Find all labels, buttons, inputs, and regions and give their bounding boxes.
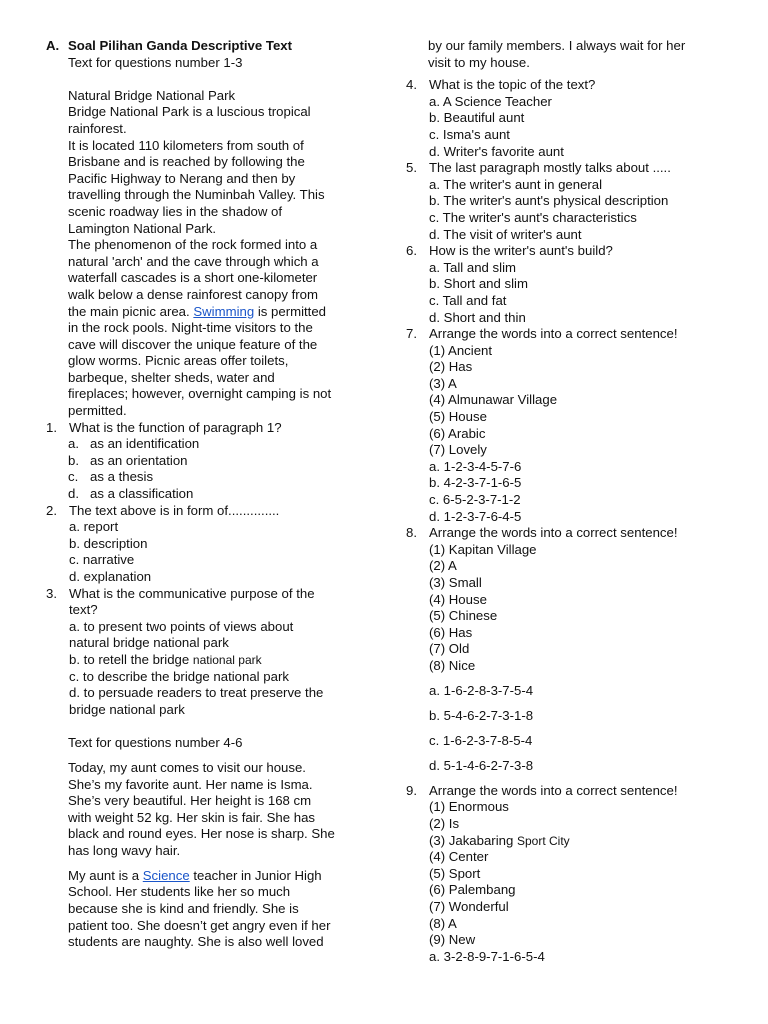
option: b. description <box>69 535 148 551</box>
question-7: 7. Arrange the words into a correct sentence! <box>406 326 678 342</box>
option: c. 6-5-2-3-7-1-2 <box>429 492 521 508</box>
text-line: My aunt is a Science teacher in Junior High <box>68 867 322 883</box>
text-line: has long wavy hair. <box>68 842 181 858</box>
option: c. 1-6-2-3-7-8-5-4 <box>429 732 533 748</box>
option: c. Tall and fat <box>429 292 507 308</box>
text-line: natural 'arch' and the cave through which a <box>68 253 319 269</box>
question-6: 6. How is the writer's aunt's build? <box>406 243 613 259</box>
text1-body <box>46 104 376 419</box>
option: d. explanation <box>69 569 152 584</box>
question-5: 5. The last paragraph mostly talks about ..... <box>406 160 671 176</box>
word-item: (7) Old <box>429 641 470 657</box>
text2-para2 <box>46 868 376 951</box>
word-item: (8) A <box>429 915 457 931</box>
text-line: the main picnic area. Swimming is permitted <box>68 303 327 319</box>
word-item: (1) Ancient <box>429 342 493 358</box>
text-line: patient too. She doesn’t get angry even if her <box>68 917 331 933</box>
text2-intro: Text for questions number 4-6 <box>68 734 243 750</box>
text-line: Lamington National Park. <box>68 220 217 236</box>
word-item: (5) Sport <box>429 865 481 881</box>
text-line: walk below a dense rainforest canopy from <box>68 286 318 302</box>
option: a. A Science Teacher <box>429 93 552 109</box>
option: d. The visit of writer's aunt <box>429 226 582 242</box>
question-8: 8. Arrange the words into a correct sentence! <box>406 525 678 541</box>
word-item: (3) A <box>429 375 457 391</box>
word-item: (2) Has <box>429 359 473 375</box>
word-item: (2) A <box>429 558 457 574</box>
option: a. as an identification <box>68 436 200 452</box>
right-column <box>406 38 738 965</box>
text-line: visit to my house. <box>428 54 530 70</box>
option: d. 1-2-3-7-6-4-5 <box>429 508 522 524</box>
option: d. 5-1-4-6-2-7-3-8 <box>429 757 534 773</box>
question-9: 9. Arrange the words into a correct sentence! <box>406 782 678 798</box>
text-line: She’s my favorite aunt. Her name is Isma. <box>68 776 313 792</box>
option: a. 1-6-2-8-3-7-5-4 <box>429 682 534 698</box>
word-item: (1) Kapitan Village <box>429 541 537 557</box>
word-item: (7) Lovely <box>429 442 487 458</box>
text-line: Today, my aunt comes to visit our house. <box>68 759 306 775</box>
option: a. report <box>69 519 119 535</box>
text-line: Pacific Highway to Nerang and then by <box>68 170 296 186</box>
text-line: with weight 52 kg. Her skin is fair. She has <box>68 809 316 825</box>
option: b. Short and slim <box>429 276 528 292</box>
option: d. as a classification <box>68 486 194 502</box>
option: d. Writer's favorite aunt <box>429 143 564 159</box>
option: b. to retell the bridge national park <box>69 651 262 667</box>
option: a. to present two points of views about <box>69 618 294 634</box>
word-item: (5) House <box>429 409 487 425</box>
text-line: permitted. <box>68 403 127 419</box>
option: a. 3-2-8-9-7-1-6-5-4 <box>429 948 545 964</box>
left-column <box>46 38 376 951</box>
option: bridge national park <box>69 701 185 717</box>
text-line: It is located 110 kilometers from south of <box>68 137 304 153</box>
text-line: The phenomenon of the rock formed into a <box>68 237 318 253</box>
text-line: She’s very beautiful. Her height is 168 cm <box>68 793 312 809</box>
text-line: scenic roadway lies in the shadow of <box>68 203 283 219</box>
question-1: 1. What is the function of paragraph 1? <box>46 419 282 435</box>
option: a. Tall and slim <box>429 259 516 275</box>
question-3: 3. What is the communicative purpose of the <box>46 585 315 601</box>
text-line: Brisbane and is reached by following the <box>68 154 305 170</box>
option: c. to describe the bridge national park <box>69 668 289 684</box>
option: c. The writer's aunt's characteristics <box>429 209 637 225</box>
text1-title: Natural Bridge National Park <box>68 87 236 103</box>
option: d. Short and thin <box>429 309 526 325</box>
word-item: (8) Nice <box>429 657 476 673</box>
word-item: (4) House <box>429 591 487 607</box>
option: c. as a thesis <box>68 469 154 485</box>
text-line: fireplaces; however, overnight camping is not <box>68 386 332 402</box>
text-line: Bridge National Park is a luscious tropical <box>68 104 311 120</box>
text-line: because she is kind and friendly. She is <box>68 901 299 917</box>
word-item: (7) Wonderful <box>429 899 509 915</box>
word-item: (4) Center <box>429 849 489 865</box>
option: c. Isma's aunt <box>429 126 510 142</box>
word-item: (6) Palembang <box>429 882 516 898</box>
text-line: cave will discover the unique feature of the <box>68 336 318 352</box>
text-line: glow worms. Picnic areas offer toilets, <box>68 353 289 369</box>
word-item: (2) Is <box>429 816 460 832</box>
question-4: 4. What is the topic of the text? <box>406 77 596 93</box>
text-line: rainforest. <box>68 120 127 136</box>
word-item: (3) Jakabaring Sport City <box>429 832 570 848</box>
option: b. Beautiful aunt <box>429 110 525 126</box>
option: natural bridge national park <box>69 635 229 651</box>
word-item: (6) Has <box>429 624 473 640</box>
option: a. 1-2-3-4-5-7-6 <box>429 458 522 474</box>
section-heading: A. Soal Pilihan Ganda Descriptive Text <box>46 38 293 53</box>
text-line: School. Her students like her so much <box>68 884 291 900</box>
text-line: black and round eyes. Her nose is sharp. She <box>68 826 335 842</box>
text-line: travelling through the Numinbah Valley. This <box>68 187 325 203</box>
option: a. The writer's aunt in general <box>429 176 603 192</box>
text1-intro: Text for questions number 1-3 <box>68 54 243 70</box>
option: b. as an orientation <box>68 452 188 468</box>
text-line: waterfall cascades is a short one-kilometer <box>68 270 318 286</box>
text-line: barbeque, shelter sheds, water and <box>68 369 275 385</box>
word-item: (1) Enormous <box>429 799 509 815</box>
text-line: in the rock pools. Night-time visitors to the <box>68 320 313 336</box>
word-item: (5) Chinese <box>429 608 498 624</box>
text-line: students are naughty. She is also well loved <box>68 934 324 950</box>
word-item: (3) Small <box>429 575 482 590</box>
swimming-link[interactable]: Swimming <box>193 303 255 319</box>
text2-para1 <box>46 760 376 860</box>
word-item: (6) Arabic <box>429 425 486 441</box>
word-item: (4) Almunawar Village <box>429 392 558 408</box>
question-3-cont: text? <box>69 602 98 618</box>
question-2: 2. The text above is in form of.............. <box>46 502 280 518</box>
option: b. 5-4-6-2-7-3-1-8 <box>429 707 534 723</box>
option: c. narrative <box>69 552 135 568</box>
text-line: by our family members. I always wait for her <box>428 38 686 53</box>
option: d. to persuade readers to treat preserve the <box>69 685 324 701</box>
science-link[interactable]: Science <box>142 867 190 883</box>
option: b. The writer's aunt's physical description <box>429 193 669 209</box>
option: b. 4-2-3-7-1-6-5 <box>429 475 522 491</box>
word-item: (9) New <box>429 932 476 948</box>
